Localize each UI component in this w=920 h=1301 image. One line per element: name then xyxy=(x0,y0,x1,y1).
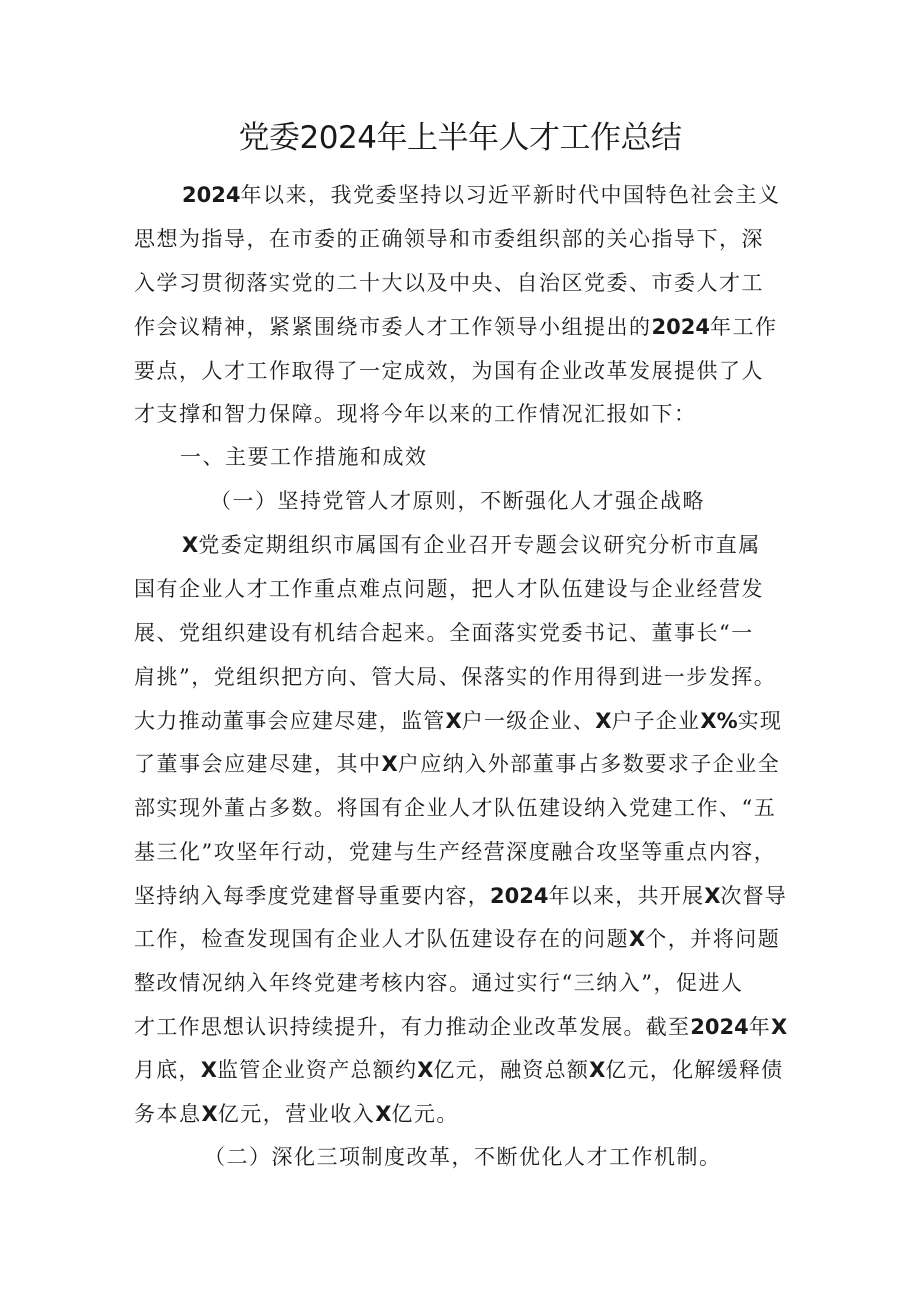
paragraph-line: 月底，X监管企业资产总额约X亿元，融资总额X亿元，化解缓释债 xyxy=(134,1058,784,1082)
paragraph-line: 部实现外董占多数。将国有企业人才队伍建设纳入党建工作、“五 xyxy=(134,796,777,820)
paragraph-line: 基三化”攻坚年行动，党建与生产经营深度融合攻坚等重点内容， xyxy=(134,840,777,864)
paragraph-line: 才支撑和智力保障。现将今年以来的工作情况汇报如下： xyxy=(134,402,697,426)
paragraph-line: 2024年以来，我党委坚持以习近平新时代中国特色社会主义 xyxy=(182,183,781,207)
subsection-heading: （一）坚持党管人才原则，不断强化人才强企战略 xyxy=(210,489,705,513)
paragraph-line: 国有企业人才工作重点难点问题，把人才队伍建设与企业经营发 xyxy=(134,577,764,601)
paragraph-line: 坚持纳入每季度党建督导重要内容，2024年以来，共开展X次督导 xyxy=(134,884,788,908)
paragraph-line: 务本息X亿元，营业收入X亿元。 xyxy=(134,1102,459,1126)
paragraph-line: 肩挑”，党组织把方向、管大局、保落实的作用得到进一步发挥。 xyxy=(134,665,777,689)
paragraph-line: X党委定期组织市属国有企业召开专题会议研究分析市直属 xyxy=(182,533,761,557)
paragraph-line: 作会议精神，紧紧围绕市委人才工作领导小组提出的2024年工作 xyxy=(134,315,778,339)
paragraph-line: 思想为指导，在市委的正确领导和市委组织部的关心指导下，深 xyxy=(134,227,764,251)
subsection-heading: （二）深化三项制度改革，不断优化人才工作机制。 xyxy=(204,1145,722,1169)
paragraph-line: 要点，人才工作取得了一定成效，为国有企业改革发展提供了人 xyxy=(134,359,764,383)
paragraph-line: 才工作思想认识持续提升，有力推动企业改革发展。截至2024年X xyxy=(134,1015,788,1039)
paragraph-line: 大力推动董事会应建尽建，监管X户一级企业、X户子企业X%实现 xyxy=(134,709,783,733)
section-heading: 一、主要工作措施和成效 xyxy=(180,445,428,469)
paragraph-line: 展、党组织建设有机结合起来。全面落实党委书记、董事长“一 xyxy=(134,621,754,645)
document-title: 党委2024年上半年人才工作总结 xyxy=(238,120,682,156)
paragraph-line: 入学习贯彻落实党的二十大以及中央、自治区党委、市委人才工 xyxy=(134,271,764,295)
paragraph-line: 工作，检查发现国有企业人才队伍建设存在的问题X个，并将问题 xyxy=(134,927,781,951)
paragraph-line: 了董事会应建尽建，其中X户应纳入外部董事占多数要求子企业全 xyxy=(134,752,781,776)
paragraph-line: 整改情况纳入年终党建考核内容。通过实行“三纳入”，促进人 xyxy=(134,971,744,995)
